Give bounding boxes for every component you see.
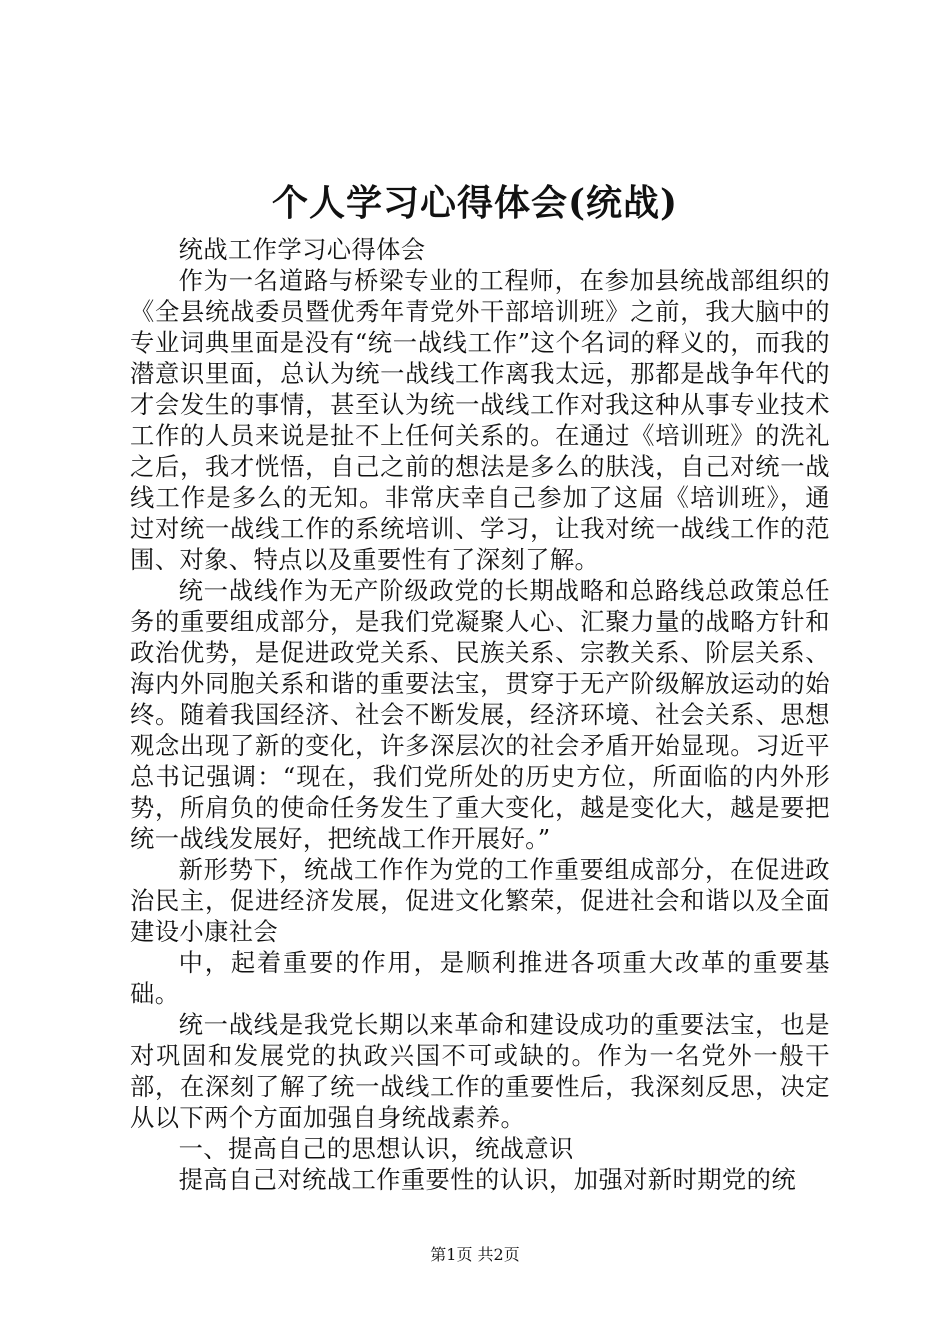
page-footer: 第1页 共2页 <box>430 1245 520 1264</box>
paragraph-magic-weapon: 统一战线是我党长期以来革命和建设成功的重要法宝，也是对巩固和发展党的执政兴国不可或缺的。作为一名党外一般干部，在深刻了解了统一战线工作的重要性后，我深刻反思，决定从以下两个方面加强自身统战素养。 <box>130 1010 830 1132</box>
section-heading-1: 一、提高自己的思想认识，统战意识 <box>178 1134 574 1163</box>
paragraph-intro: 作为一名道路与桥梁专业的工程师，在参加县统战部组织的《全县统战委员暨优秀年青党外干部培训班》之前，我大脑中的专业词典里面是没有“统一战线工作”这个名词的释义的，而我的潜意识里面，总认为统一战线工作离我太远，那都是战争年代的才会发生的事情，甚至认为统一战线工作对我这种从事专业技术工作的人员来说是扯不上任何关系的。在通过《培训班》的洗礼之后，我才恍悟，自己之前的想法是多么的肤浅，自己对统一战线工作是多么的无知。非常庆幸自己参加了这届《培训班》，通过对统一战线工作的系统培训、学习，让我对统一战线工作的范围、对象、特点以及重要性有了深刻了解。 <box>130 266 830 574</box>
document-body <box>130 234 830 1195</box>
paragraph-section-1: 提高自己对统战工作重要性的认识，加强对新时期党的统 <box>178 1165 797 1194</box>
paragraph-subtitle: 统战工作学习心得体会 <box>178 235 426 264</box>
paragraph-role: 中，起着重要的作用，是顺利推进各项重大改革的重要基础。 <box>130 948 830 1008</box>
document-title: 个人学习心得体会(统战) <box>271 182 679 224</box>
paragraph-united-front: 统一战线作为无产阶级政党的长期战略和总路线总政策总任务的重要组成部分，是我们党凝聚人心、汇聚力量的战略方针和政治优势，是促进政党关系、民族关系、宗教关系、阶层关系、海内外同胞关系和谐的重要法宝，贯穿于无产阶级解放运动的始终。随着我国经济、社会不断发展，经济环境、社会关系、思想观念出现了新的变化，许多深层次的社会矛盾开始显现。习近平总书记强调：“现在，我们党所处的历史方位，所面临的内外形势，所肩负的使命任务发生了重大变化，越是变化大，越是要把统一战线发展好，把统战工作开展好。” <box>130 576 830 853</box>
paragraph-new-situation: 新形势下，统战工作作为党的工作重要组成部分，在促进政治民主，促进经济发展，促进文化繁荣，促进社会和谐以及全面建设小康社会 <box>130 855 830 946</box>
